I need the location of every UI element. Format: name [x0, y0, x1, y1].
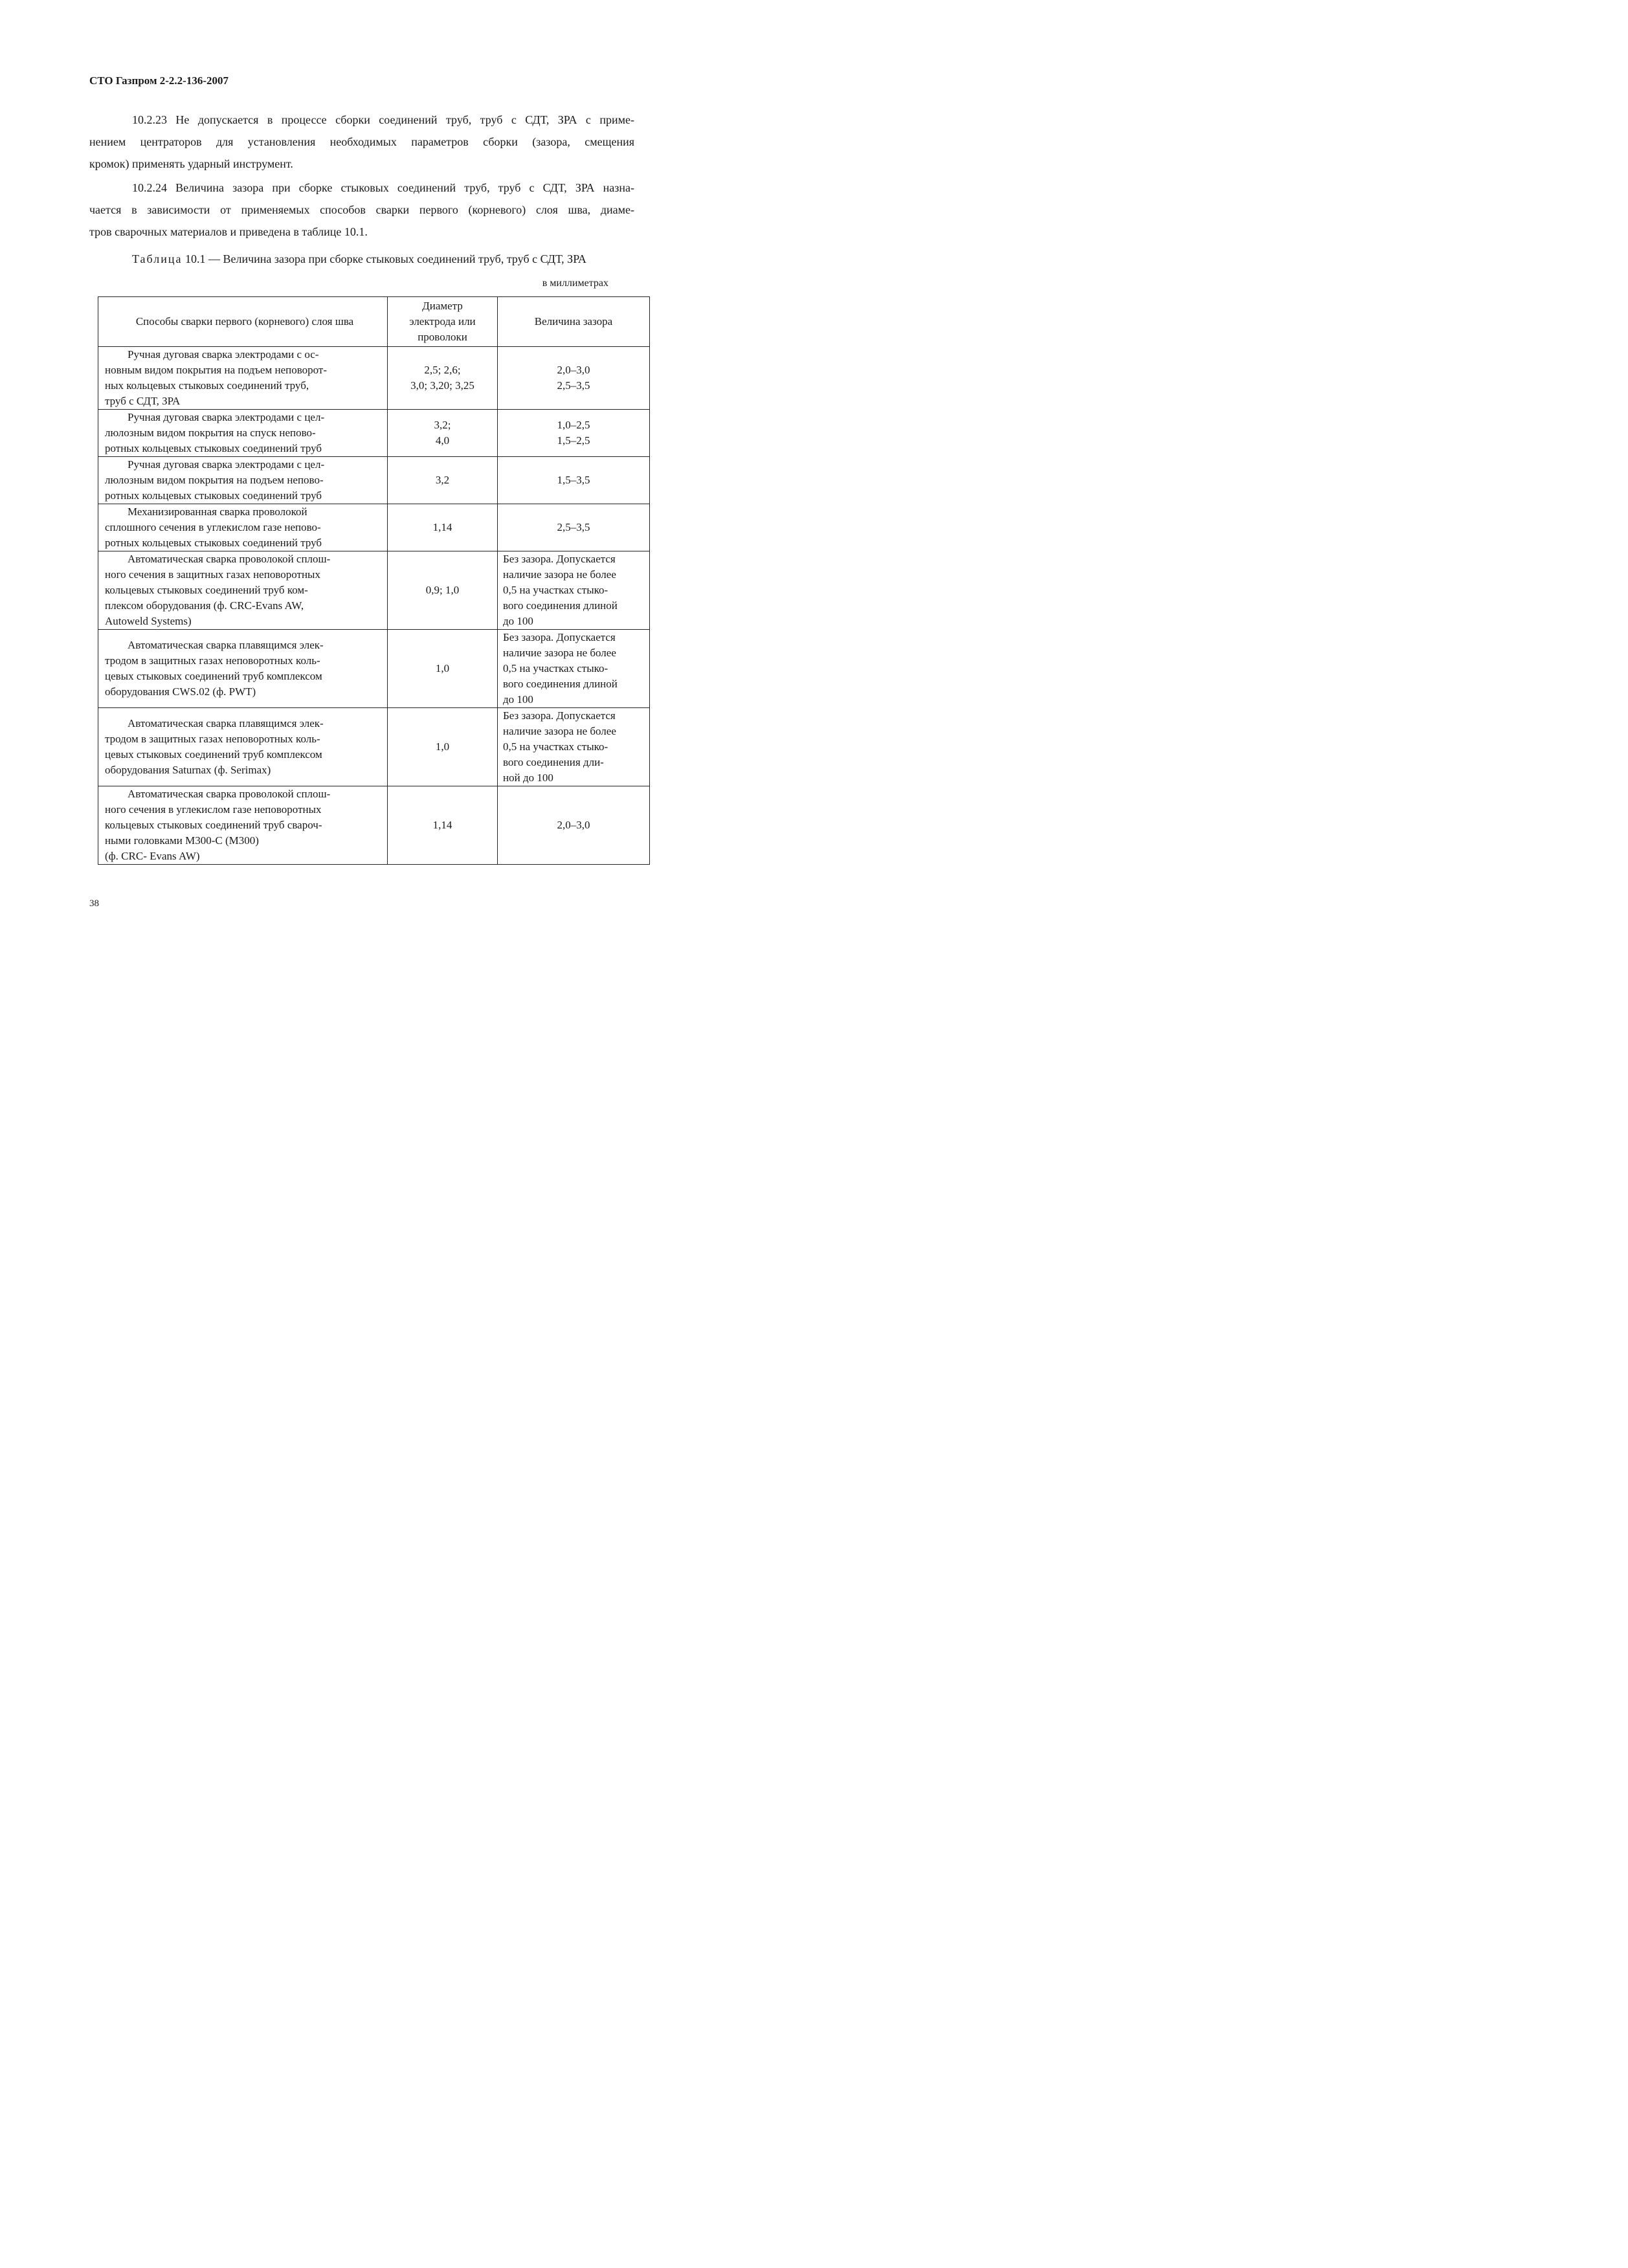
header-gap-label: Величина зазора	[534, 315, 613, 328]
cell-method-line: Автоматическая сварка плавящимся элек-	[128, 639, 324, 651]
paragraph-line: чается в зависимости от применяемых способов сварки первого (корневого) слоя шва, диаме-	[89, 203, 634, 216]
paragraph-line: 10.2.23 Не допускается в процессе сборки соединений труб, труб с СДТ, ЗРА с приме-	[132, 113, 634, 126]
table-row	[98, 708, 650, 786]
cell-gap-line: наличие зазора не более	[503, 647, 616, 659]
cell-gap-line: наличие зазора не более	[503, 568, 616, 581]
cell-diameter-line: 1,14	[432, 521, 452, 533]
paragraph-10-2-23	[89, 109, 634, 175]
header-diameter-line: Диаметр	[422, 300, 463, 312]
cell-gap	[498, 457, 650, 504]
table-row	[98, 786, 650, 865]
cell-gap	[498, 551, 650, 630]
paragraph-line: кромок) применять ударный инструмент.	[89, 157, 293, 170]
cell-method-line: ротных кольцевых стыковых соединений труб	[105, 537, 322, 549]
cell-diameter-line: 1,14	[432, 819, 452, 831]
cell-gap-line: 1,5–3,5	[557, 474, 590, 486]
header-diameter-line: электрода или	[409, 315, 476, 328]
paragraph-10-2-24	[89, 177, 634, 243]
cell-method-line: люлозным видом покрытия на подъем непово-	[105, 474, 324, 486]
cell-gap-line: вого соединения дли-	[503, 756, 604, 768]
cell-gap-line: Без зазора. Допускается	[503, 709, 616, 722]
cell-method	[98, 410, 388, 457]
cell-method-line: Автоматическая сварка проволокой сплош-	[128, 788, 331, 800]
cell-gap-line: 1,5–2,5	[557, 434, 590, 447]
cell-diameter-line: 0,9; 1,0	[425, 584, 460, 596]
table-row	[98, 551, 650, 630]
cell-gap	[498, 347, 650, 410]
table-body	[98, 347, 650, 865]
cell-gap-line: вого соединения длиной	[503, 678, 618, 690]
cell-method-line: цевых стыковых соединений труб комплексом	[105, 748, 322, 761]
cell-diameter-line: 3,2	[435, 474, 450, 486]
header-method	[98, 297, 388, 347]
gap-table	[98, 296, 650, 865]
cell-method-line: Ручная дуговая сварка электродами с ос-	[128, 348, 319, 361]
table-caption-lead: Таблица	[132, 252, 183, 265]
table-row	[98, 457, 650, 504]
cell-method-line: тродом в защитных газах неповоротных коль-	[105, 654, 320, 667]
cell-diameter	[388, 630, 498, 708]
cell-method	[98, 786, 388, 865]
cell-gap-line: 0,5 на участках стыко-	[503, 662, 608, 674]
paragraph-line: 10.2.24 Величина зазора при сборке стыковых соединений труб, труб с СДТ, ЗРА назна-	[132, 181, 634, 194]
cell-diameter-line: 3,0; 3,20; 3,25	[410, 379, 474, 392]
cell-method-line: Автоматическая сварка плавящимся элек-	[128, 717, 324, 729]
cell-diameter	[388, 504, 498, 551]
cell-diameter-line: 2,5; 2,6;	[424, 364, 461, 376]
cell-gap	[498, 504, 650, 551]
cell-gap-line: до 100	[503, 615, 533, 627]
cell-method-line: цевых стыковых соединений труб комплексом	[105, 670, 322, 682]
header-method-label: Способы сварки первого (корневого) слоя шва	[135, 315, 354, 328]
cell-method-line: новным видом покрытия на подъем неповорот-	[105, 364, 327, 376]
cell-method-line: ного сечения в углекислом газе неповоротных	[105, 803, 322, 816]
cell-gap-line: 0,5 на участках стыко-	[503, 740, 608, 753]
cell-gap	[498, 786, 650, 865]
cell-gap	[498, 630, 650, 708]
cell-gap-line: до 100	[503, 693, 533, 706]
header-gap	[498, 297, 650, 347]
cell-method-line: люлозным видом покрытия на спуск непово-	[105, 427, 316, 439]
cell-method	[98, 630, 388, 708]
cell-method-line: (ф. CRC- Evans AW)	[105, 850, 200, 862]
cell-gap-line: 2,5–3,5	[557, 521, 590, 533]
cell-gap	[498, 708, 650, 786]
cell-method-line: кольцевых стыковых соединений труб ком-	[105, 584, 308, 596]
table-caption-text: 10.1 — Величина зазора при сборке стыковых соединений труб, труб с СДТ, ЗРА	[182, 252, 586, 265]
cell-method-line: ных кольцевых стыковых соединений труб,	[105, 379, 309, 392]
table-row	[98, 347, 650, 410]
cell-diameter	[388, 708, 498, 786]
paragraph-line: тров сварочных материалов и приведена в таблице 10.1.	[89, 225, 368, 238]
cell-diameter-line: 3,2;	[434, 419, 451, 431]
cell-method	[98, 347, 388, 410]
cell-gap	[498, 410, 650, 457]
cell-method-line: оборудования Saturnax (ф. Serimax)	[105, 764, 271, 776]
cell-method-line: Ручная дуговая сварка электродами с цел-	[128, 411, 325, 423]
cell-method-line: ротных кольцевых стыковых соединений труб	[105, 489, 322, 502]
table-row	[98, 410, 650, 457]
cell-gap-line: Без зазора. Допускается	[503, 631, 616, 643]
table-row	[98, 504, 650, 551]
cell-method-line: ными головками М300-С (М300)	[105, 834, 259, 847]
cell-gap-line: вого соединения длиной	[503, 599, 618, 612]
cell-diameter-line: 1,0	[435, 740, 450, 753]
cell-method-line: Autoweld Systems)	[105, 615, 192, 627]
cell-method	[98, 708, 388, 786]
cell-gap-line: 2,0–3,0	[557, 364, 590, 376]
cell-method-line: Ручная дуговая сварка электродами с цел-	[128, 458, 325, 471]
cell-diameter-line: 1,0	[435, 662, 450, 674]
units-note: в миллиметрах	[542, 278, 608, 289]
paragraph-line: нением центраторов для установления необходимых параметров сборки (зазора, смещения	[89, 135, 634, 148]
table-caption	[132, 251, 637, 267]
cell-gap-line: 2,5–3,5	[557, 379, 590, 392]
cell-method-line: оборудования CWS.02 (ф. PWT)	[105, 685, 256, 698]
table-row	[98, 630, 650, 708]
cell-diameter-line: 4,0	[435, 434, 450, 447]
document-header: СТО Газпром 2-2.2-136-2007	[89, 74, 229, 87]
cell-diameter	[388, 551, 498, 630]
cell-diameter	[388, 347, 498, 410]
cell-gap-line: ной до 100	[503, 772, 553, 784]
cell-method-line: кольцевых стыковых соединений труб свароч-	[105, 819, 322, 831]
cell-diameter	[388, 457, 498, 504]
cell-method-line: Механизированная сварка проволокой	[128, 506, 307, 518]
cell-gap-line: Без зазора. Допускается	[503, 553, 616, 565]
cell-method-line: тродом в защитных газах неповоротных коль-	[105, 733, 320, 745]
cell-method-line: сплошного сечения в углекислом газе непово-	[105, 521, 321, 533]
cell-method	[98, 551, 388, 630]
page-number: 38	[89, 898, 99, 909]
cell-gap-line: наличие зазора не более	[503, 725, 616, 737]
cell-method	[98, 457, 388, 504]
cell-diameter	[388, 410, 498, 457]
table-header-row	[98, 297, 650, 347]
cell-method-line: плексом оборудования (ф. CRC-Evans AW,	[105, 599, 304, 612]
cell-diameter	[388, 786, 498, 865]
cell-method	[98, 504, 388, 551]
cell-method-line: ротных кольцевых стыковых соединений труб	[105, 442, 322, 454]
header-diameter	[388, 297, 498, 347]
cell-method-line: Автоматическая сварка проволокой сплош-	[128, 553, 331, 565]
cell-gap-line: 0,5 на участках стыко-	[503, 584, 608, 596]
cell-gap-line: 1,0–2,5	[557, 419, 590, 431]
cell-method-line: труб с СДТ, ЗРА	[105, 395, 181, 407]
cell-method-line: ного сечения в защитных газах неповоротных	[105, 568, 320, 581]
header-diameter-line: проволоки	[418, 331, 467, 343]
cell-gap-line: 2,0–3,0	[557, 819, 590, 831]
